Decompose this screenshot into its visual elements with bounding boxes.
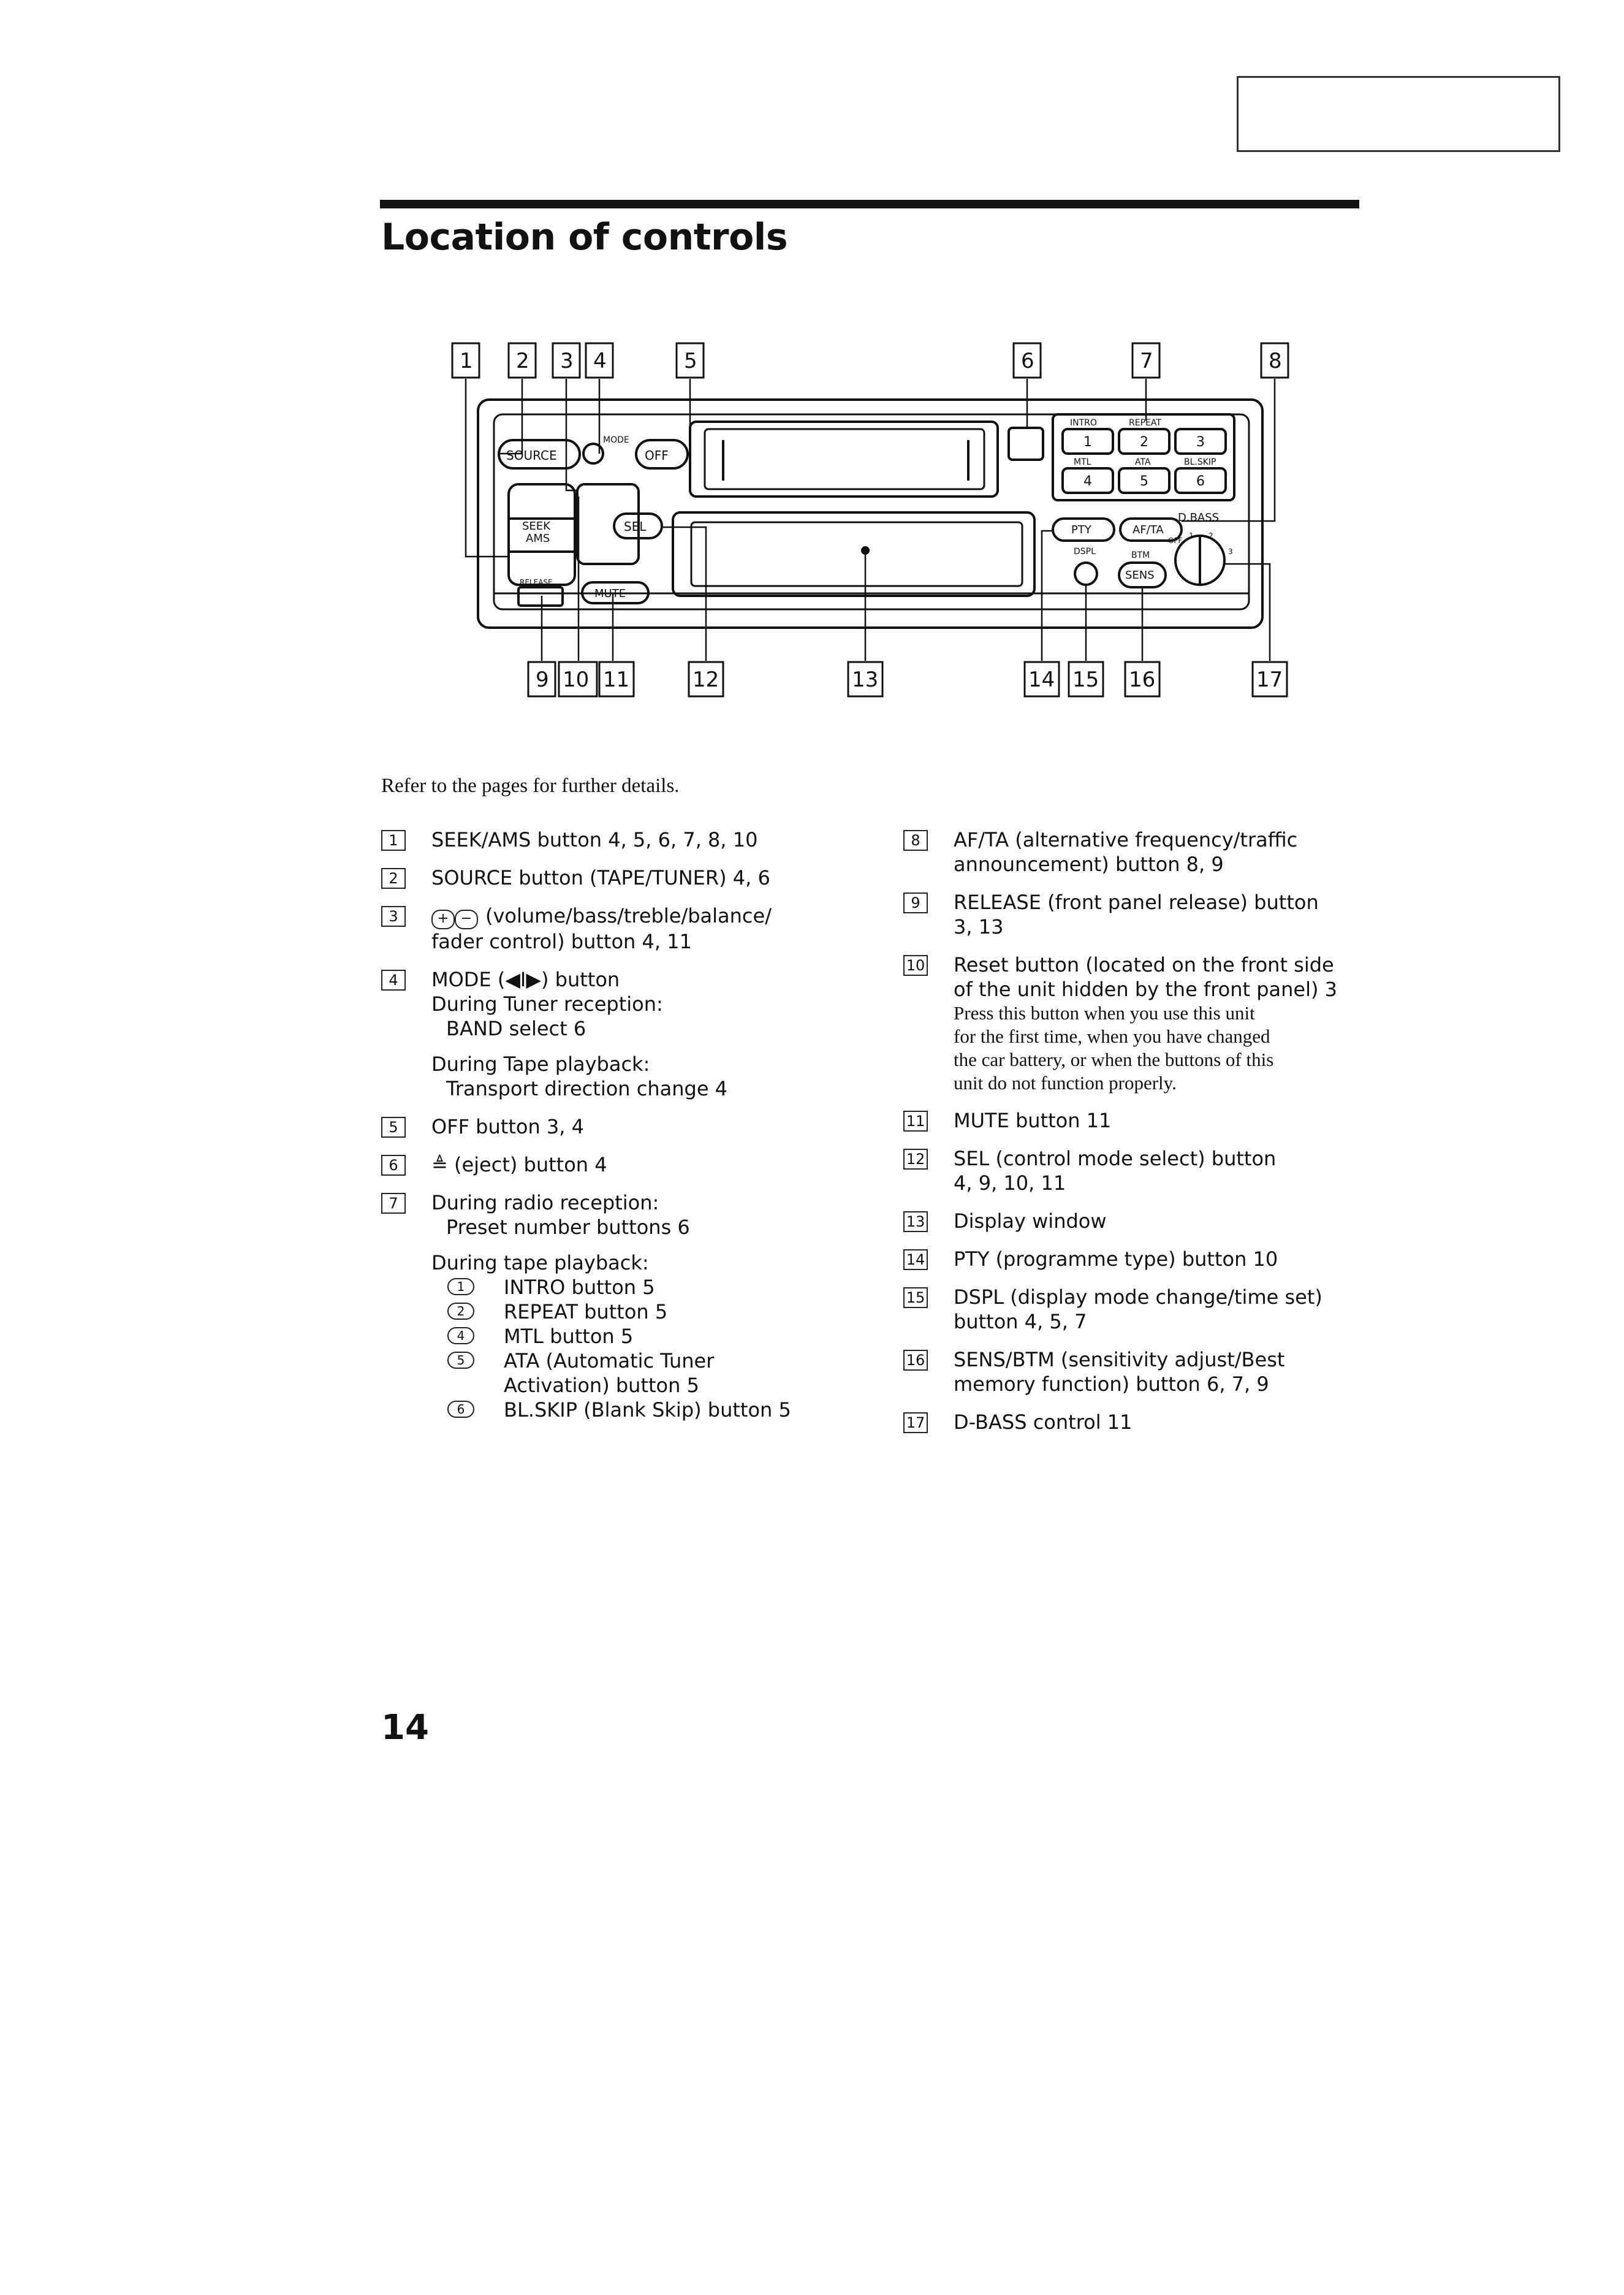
callout-5: 5 xyxy=(684,349,697,373)
legend-text: 4, 9, 10, 11 xyxy=(954,1171,1066,1195)
legend-number: 8 xyxy=(903,830,928,851)
legend-number: 17 xyxy=(903,1412,928,1433)
preset-3-label: 3 xyxy=(1196,435,1205,450)
legend-number: 15 xyxy=(903,1287,928,1308)
off-label: OFF xyxy=(645,448,669,463)
legend-text: During Tuner reception: xyxy=(431,992,663,1016)
legend-text: During Tape playback: xyxy=(431,1052,650,1076)
legend-item-6 xyxy=(381,1152,822,1177)
controls-diagram xyxy=(0,0,1624,736)
legend-number: 7 xyxy=(381,1193,406,1214)
preset-4-label: 4 xyxy=(1083,474,1092,489)
legend-item-11 xyxy=(903,1108,1369,1133)
legend-item-14 xyxy=(903,1247,1369,1271)
dbass-3-label: 3 xyxy=(1228,547,1233,556)
pty-label: PTY xyxy=(1071,523,1091,536)
dspl-button xyxy=(1075,563,1097,585)
legend-text: ≜ (eject) button 4 xyxy=(431,1153,607,1176)
dspl-label: DSPL xyxy=(1074,547,1096,557)
legend-text: (volume/bass/treble/balance/ xyxy=(485,904,772,927)
legend-text: fader control) button 4, 11 xyxy=(431,930,692,953)
sens-label: SENS xyxy=(1125,569,1155,582)
circled-number: 6 xyxy=(447,1401,474,1418)
mute-label: MUTE xyxy=(594,587,626,600)
legend-text: Preset number buttons 6 xyxy=(446,1216,690,1239)
eject-button xyxy=(1009,428,1043,460)
legend-text: SEEK/AMS button 4, 5, 6, 7, 8, 10 xyxy=(431,828,758,851)
legend-text: SEL (control mode select) button xyxy=(954,1147,1277,1170)
ata-label: ATA xyxy=(1135,457,1151,467)
afta-label: AF/TA xyxy=(1133,523,1164,536)
legend-number: 5 xyxy=(381,1117,406,1138)
page-title: Location of controls xyxy=(381,216,788,259)
legend-number: 13 xyxy=(903,1211,928,1232)
legend-number: 1 xyxy=(381,830,406,851)
minus-icon: − xyxy=(455,910,478,929)
dbass-label: D.BASS xyxy=(1178,511,1220,524)
callout-1: 1 xyxy=(460,349,473,373)
callout-14: 14 xyxy=(1028,668,1055,692)
sub-item-ata-cont: Activation) button 5 xyxy=(504,1374,699,1397)
legend-number: 9 xyxy=(903,893,928,913)
intro-note: Refer to the pages for further details. xyxy=(381,775,680,797)
cassette-door xyxy=(705,429,984,489)
legend-text: of the unit hidden by the front panel) 3 xyxy=(954,978,1338,1001)
legend-number: 12 xyxy=(903,1149,928,1170)
legend-item-17 xyxy=(903,1410,1369,1434)
legend-item-4 xyxy=(381,967,822,1101)
blskip-label: BL.SKIP xyxy=(1184,457,1216,467)
legend-item-5 xyxy=(381,1114,822,1139)
callout-9: 9 xyxy=(536,668,549,692)
callout-2: 2 xyxy=(516,349,529,373)
legend-text: PTY (programme type) button 10 xyxy=(954,1247,1278,1271)
legend-number: 10 xyxy=(903,955,928,976)
callout-10: 10 xyxy=(563,668,590,692)
plus-icon: + xyxy=(431,910,455,929)
callout-4: 4 xyxy=(593,349,607,373)
mtl-label: MTL xyxy=(1074,457,1091,467)
intro-label: INTRO xyxy=(1070,418,1097,428)
legend-note: unit do not function properly. xyxy=(954,1072,1177,1094)
legend-item-8 xyxy=(903,828,1369,877)
legend-text: During radio reception: xyxy=(431,1191,659,1214)
legend-text: memory function) button 6, 7, 9 xyxy=(954,1372,1269,1396)
dbass-1-label: 1 xyxy=(1189,531,1194,540)
callout-17: 17 xyxy=(1256,668,1283,692)
legend-number: 14 xyxy=(903,1249,928,1270)
preset-1-label: 1 xyxy=(1083,435,1092,450)
circled-number: 5 xyxy=(447,1352,474,1369)
legend-number: 16 xyxy=(903,1350,928,1371)
legend-text: During tape playback: xyxy=(431,1251,649,1274)
legend-text: MODE (◀I▶) button xyxy=(431,968,620,991)
cassette-slot xyxy=(690,422,998,497)
legend-item-16 xyxy=(903,1347,1369,1396)
legend-text: Display window xyxy=(954,1209,1107,1233)
release-label: RELEASE xyxy=(520,578,553,587)
callout-12: 12 xyxy=(692,668,719,692)
legend-text: SENS/BTM (sensitivity adjust/Best xyxy=(954,1348,1285,1371)
legend-item-2 xyxy=(381,866,822,890)
legend-number: 6 xyxy=(381,1155,406,1176)
dbass-off-label: OFF xyxy=(1168,536,1183,545)
legend-text: Reset button (located on the front side xyxy=(954,953,1334,976)
legend-text: Transport direction change 4 xyxy=(446,1077,728,1100)
sub-item-ata: 5 ATA (Automatic Tuner xyxy=(431,1349,822,1373)
callout-8: 8 xyxy=(1269,349,1282,373)
legend-item-12 xyxy=(903,1146,1369,1195)
mode-label: MODE xyxy=(603,435,629,445)
circled-number: 2 xyxy=(447,1303,474,1320)
callout-13: 13 xyxy=(852,668,879,692)
release-button xyxy=(518,587,563,606)
legend-text: DSPL (display mode change/time set) xyxy=(954,1285,1322,1309)
callout-11: 11 xyxy=(603,668,630,692)
legend-text: D-BASS control 11 xyxy=(954,1410,1133,1434)
callout-15: 15 xyxy=(1072,668,1099,692)
circled-number: 4 xyxy=(447,1327,474,1344)
preset-6-label: 6 xyxy=(1196,474,1205,489)
sub-item-mtl: 4 MTL button 5 xyxy=(431,1324,822,1349)
sel-label: SEL xyxy=(624,519,647,534)
legend-item-13 xyxy=(903,1209,1369,1233)
seek-label: SEEK xyxy=(522,520,550,533)
legend-item-7 xyxy=(381,1190,822,1422)
sub-item-intro: 1 INTRO button 5 xyxy=(431,1275,822,1300)
legend-left-column xyxy=(381,828,822,1436)
display-window xyxy=(673,512,1034,596)
legend-item-1 xyxy=(381,828,822,852)
legend-item-3 xyxy=(381,904,822,954)
legend-text: AF/TA (alternative frequency/traffic xyxy=(954,828,1298,851)
legend-text: RELEASE (front panel release) button xyxy=(954,891,1319,914)
callout-16: 16 xyxy=(1129,668,1156,692)
legend-text: announcement) button 8, 9 xyxy=(954,853,1224,876)
circled-number: 1 xyxy=(447,1278,474,1295)
legend-text: MUTE button 11 xyxy=(954,1109,1112,1132)
preset-5-label: 5 xyxy=(1140,474,1148,489)
legend-number: 2 xyxy=(381,868,406,889)
legend-right-column xyxy=(903,828,1369,1448)
ams-label: AMS xyxy=(526,532,550,545)
legend-number: 4 xyxy=(381,970,406,991)
legend-text: SOURCE button (TAPE/TUNER) 4, 6 xyxy=(431,866,770,889)
legend-item-9 xyxy=(903,890,1369,939)
legend-note: for the first time, when you have changed xyxy=(954,1026,1270,1047)
legend-item-15 xyxy=(903,1285,1369,1334)
sub-item-blskip: 6 BL.SKIP (Blank Skip) button 5 xyxy=(431,1398,822,1422)
btm-label: BTM xyxy=(1131,550,1150,560)
source-label: SOURCE xyxy=(506,448,557,463)
sub-item-repeat: 2 REPEAT button 5 xyxy=(431,1300,822,1324)
legend-note: Press this button when you use this unit xyxy=(954,1002,1255,1024)
dbass-2-label: 2 xyxy=(1209,531,1213,540)
legend-note: the car battery, or when the buttons of this xyxy=(954,1049,1274,1070)
legend-text: 3, 13 xyxy=(954,915,1004,938)
legend-text: button 4, 5, 7 xyxy=(954,1310,1087,1333)
repeat-label: REPEAT xyxy=(1129,418,1161,428)
legend-text: BAND select 6 xyxy=(446,1017,586,1040)
callout-6: 6 xyxy=(1021,349,1034,373)
page-number: 14 xyxy=(381,1708,429,1748)
legend-number: 11 xyxy=(903,1111,928,1132)
legend-number: 3 xyxy=(381,906,406,927)
legend-item-10 xyxy=(903,953,1369,1095)
preset-2-label: 2 xyxy=(1140,435,1148,450)
legend-text: OFF button 3, 4 xyxy=(431,1115,584,1138)
callout-7: 7 xyxy=(1140,349,1153,373)
callout-3: 3 xyxy=(560,349,574,373)
